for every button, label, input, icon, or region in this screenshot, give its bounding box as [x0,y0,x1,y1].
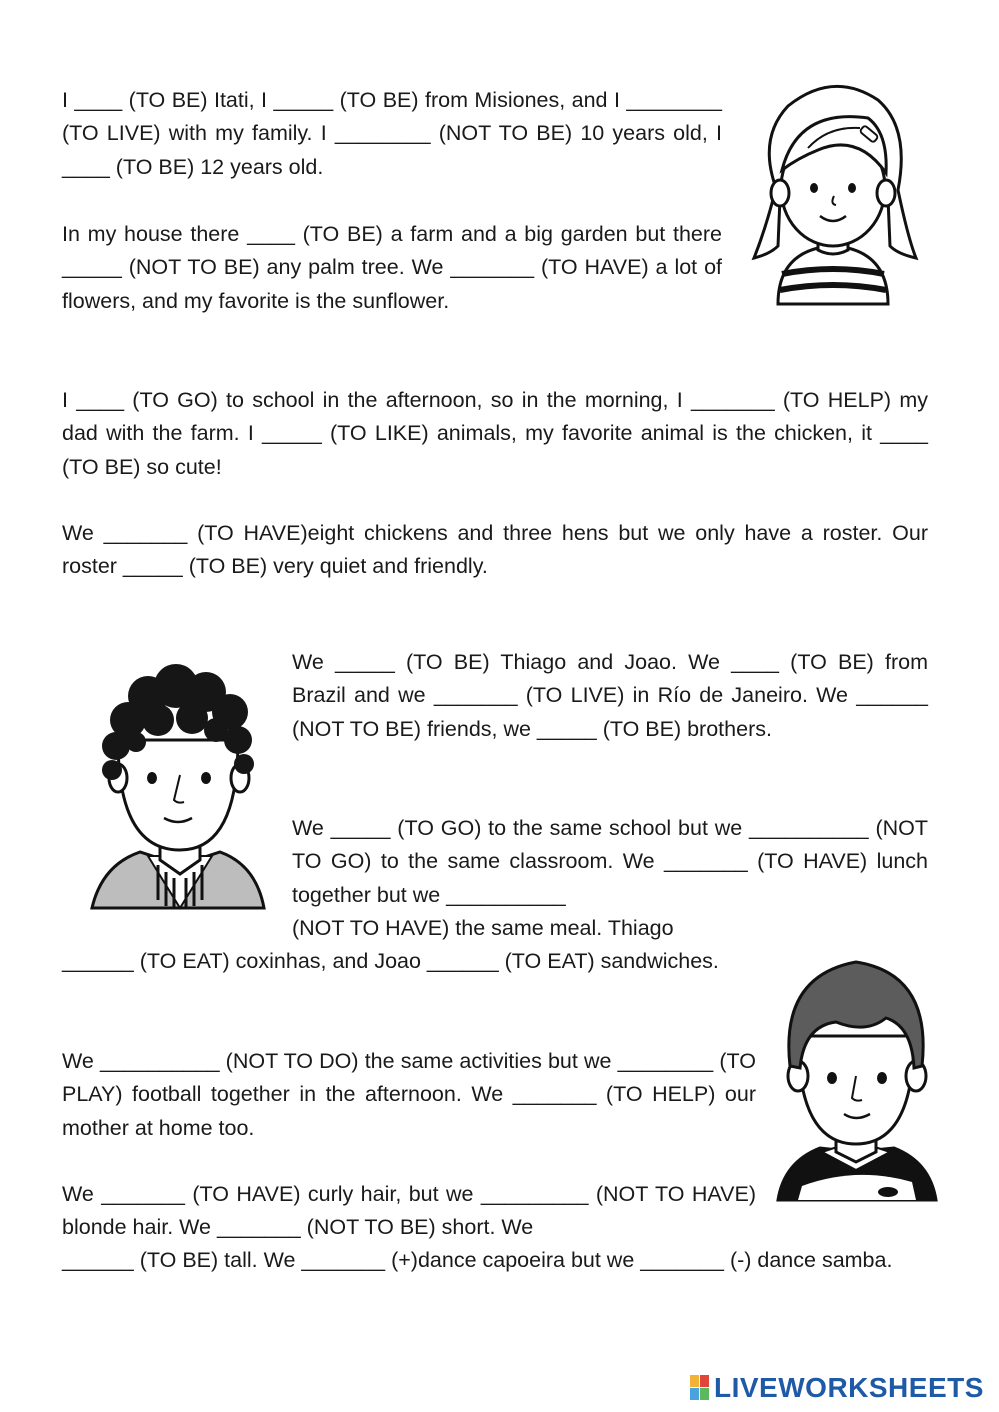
paragraph-school-farm: I ____ (TO GO) to school in the afternoon, so in the morning, I _______ (TO HELP) my dad with the farm. I _____ (TO LIKE) animals, my favorite animal is the chicken, it ____ (TO BE) so cute! [62,388,928,479]
paragraph-eat: ______ (TO EAT) coxinhas, and Joao ______ (TO EAT) sandwiches. [62,949,719,973]
liveworksheets-mark-icon [690,1375,710,1401]
paragraph-school-lunch: We _____ (TO GO) to the same school but we __________ (NOT TO GO) to the same classroom. We _______ (TO HAVE) lunch together but we __________ [292,816,928,907]
paragraph-appearance: We _______ (TO HAVE) curly hair, but we _________ (NOT TO HAVE) blonde hair. We _______ (NOT TO BE) short. We [62,1182,756,1240]
paragraph-itati-intro: I ____ (TO BE) Itati, I _____ (TO BE) from Misiones, and I ________ (TO LIVE) with my family. I ________ (NOT TO BE) 10 years old, I ____ (TO BE) 12 years old. [62,88,722,179]
girl-illustration [748,78,918,306]
paragraph-school-lunch-cont: (NOT TO HAVE) the same meal. Thiago [292,916,674,940]
paragraph-activities: We __________ (NOT TO DO) the same activities but we ________ (TO PLAY) football together in the afternoon. We _______ (TO HELP) our mother at home too. [62,1049,756,1140]
paragraph-thiago-joao-intro: We _____ (TO BE) Thiago and Joao. We ____ (TO BE) from Brazil and we _______ (TO LIVE) in Río de Janeiro. We ______ (NOT TO BE) friends, we _____ (TO BE) brothers. [292,650,928,741]
paragraph-house: In my house there ____ (TO BE) a farm and a big garden but there _____ (NOT TO BE) any palm tree. We _______ (TO HAVE) a lot of flowers, and my favorite is the sunflower. [62,222,722,313]
paragraph-chickens: We _______ (TO HAVE)eight chickens and three hens but we only have a roster. Our roster _____ (TO BE) very quiet and friendly. [62,521,928,579]
liveworksheets-logo-text: LIVEWORKSHEETS [714,1372,984,1403]
curly-boy-illustration [88,660,268,910]
paragraph-dance: ______ (TO BE) tall. We _______ (+)dance capoeira but we _______ (-) dance samba. [62,1248,893,1272]
short-hair-boy-illustration [776,956,938,1204]
liveworksheets-logo[interactable] [690,1372,984,1404]
